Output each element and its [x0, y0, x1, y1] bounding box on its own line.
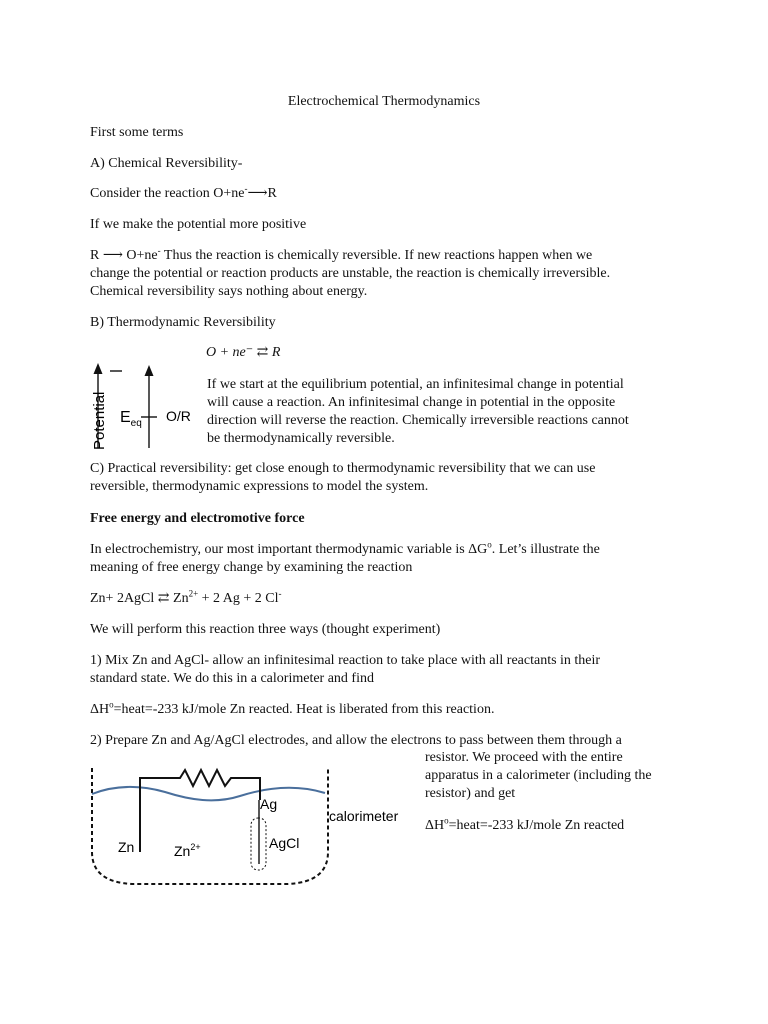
enthalpy-result-1: $\Delta H^o=heat=-233$ kJ/mole Zn reacted. Heat is liberated from this reaction.: [90, 699, 495, 717]
potential-diagram: [86, 356, 206, 456]
agcl-label: AgCl: [269, 835, 300, 851]
solution-surface: [92, 787, 325, 800]
step1-line1: 1) Mix Zn and AgCl- allow an infinitesimal reaction to take place with all reactants in their: [90, 653, 601, 668]
free-energy-paragraph: In electrochemistry, our most important thermodynamic variable is $\Delta G^o$. Let’s illustrate the: [90, 539, 600, 557]
step2-line1: 2) Prepare Zn and Ag/AgCl electrodes, and allow the electrons to pass between them through a: [90, 733, 622, 748]
free-energy-paragraph-line2: meaning of free energy change by examining the reaction: [90, 560, 413, 575]
section-a-paragraph-line3: Chemical reversibility says nothing about energy.: [90, 284, 368, 299]
calorimeter-label: calorimeter: [329, 808, 399, 824]
resistor-circuit: [140, 770, 260, 852]
step2-right-paragraph: resistor. We proceed with the entire apparatus in a calorimeter (including the resistor) and get $\Delta H^o=heat=-233$ kJ/mole Zn reacted: [425, 749, 695, 835]
calorimeter-cell-diagram: [85, 760, 425, 900]
step1-line2: standard state. We do this in a calorimeter and find: [90, 671, 374, 686]
potential-axis-arrow: [94, 363, 103, 374]
section-a-paragraph-line2: change the potential or reaction products are unstable, the reaction is chemically irreversible.: [90, 266, 611, 281]
enthalpy-result-2: $\Delta H^o=heat=-233$ kJ/mole Zn reacted: [425, 815, 625, 833]
equilibrium-equation: O + ne⁻ ⇄ R: [206, 345, 281, 360]
ag-label: Ag: [260, 796, 278, 812]
section-b-paragraph: If we start at the equilibrium potential, an infinitesimal change in potential will cause a reaction. An infinitesimal change in potential in the opposite direction will reverse the reaction. Chemically irreversible reactions cannot be thermodynamically reversible.: [207, 377, 629, 446]
free-energy-heading: Free energy and electromotive force: [90, 511, 305, 526]
reaction-equation: Zn+ 2AgCl ⇄ $Zn^{2+} + 2$ Ag + 2 Cl-: [90, 588, 282, 606]
intro-text: First some terms: [90, 125, 184, 140]
potential-axis-label: Potential: [91, 391, 108, 450]
zn-label: Zn: [118, 839, 135, 855]
electrode-arrow: [145, 365, 154, 376]
zn2-label: $Zn^{2+}$: [174, 842, 201, 859]
section-a-paragraph: R ⟶ O+ne- Thus the reaction is chemically reversible. If new reactions happen when we: [90, 245, 593, 263]
section-c-line2: reversible, thermodynamic expressions to model the system.: [90, 479, 429, 494]
section-c-line1: C) Practical reversibility: get close enough to thermodynamic reversibility that we can use: [90, 461, 596, 476]
couple-label: O/R: [166, 408, 191, 424]
three-ways-text: We will perform this reaction three ways (thought experiment): [90, 622, 441, 637]
eeq-label: $E_{eq}$: [120, 409, 142, 429]
page-title: Electrochemical Thermodynamics: [287, 94, 481, 109]
section-b-heading: B) Thermodynamic Reversibility: [90, 315, 276, 330]
section-a-condition: If we make the potential more positive: [90, 217, 307, 232]
section-a-reaction: Consider the reaction O+ne-⟶R: [90, 183, 277, 201]
section-a-heading: A) Chemical Reversibility-: [90, 156, 243, 171]
